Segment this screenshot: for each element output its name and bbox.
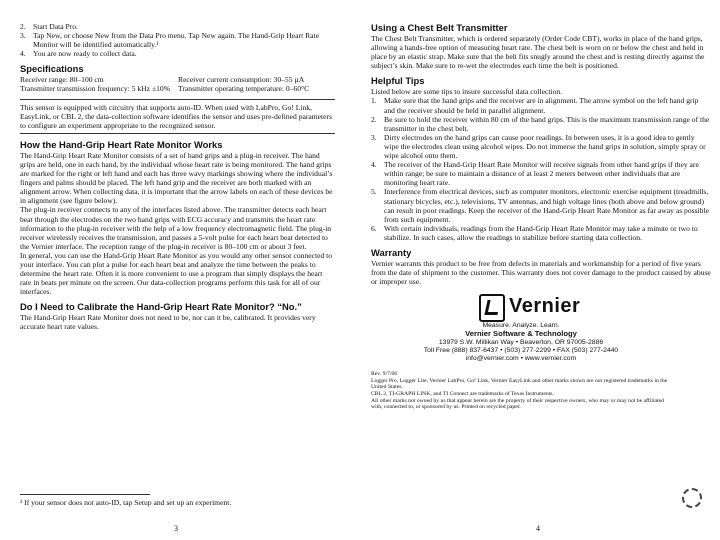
right-column: [371, 22, 711, 411]
auto-id-note: [20, 99, 335, 134]
spec-cell: Transmitter transmission frequency: 5 kHz ±10%: [20, 84, 171, 94]
page-right: [360, 0, 720, 540]
tip-number: 2.: [371, 114, 377, 124]
paragraph: The plug-in receiver connects to any of the interfaces listed above. The transmitter detects each heart beat through the electrodes on the two hand grips with ECG accuracy and transmits the heart rate information to the plug-in receiver with the help of a low frequency electromagnetic field. The plug-in receiver wirelessly receives the transmission, and passes a 5-volt pulse for each heart beat detected to the Vernier interface. The reception range of the plug-in receiver is 80–100 cm or about 3 feet.: [20, 205, 332, 251]
list-item: [371, 115, 711, 133]
revision-date: Rev. 9/7/06: [371, 371, 398, 378]
company-contact: [331, 322, 711, 363]
vernier-logo: [479, 292, 599, 322]
left-column: [20, 22, 335, 332]
how-it-works-heading: How the Hand-Grip Heart Rate Monitor Works: [20, 138, 223, 150]
list-item: [371, 133, 711, 160]
setup-steps: [20, 22, 335, 58]
tip-number: 3.: [371, 132, 377, 142]
company-phone: Toll Free (888) 837-6437 • (503) 277-2299 • FAX (503) 277-2440: [423, 346, 619, 354]
footnote-rule: [20, 494, 150, 495]
company-web: info@vernier.com • www.vernier.com: [465, 355, 577, 363]
list-item: [20, 49, 335, 58]
paragraph: Vernier warrants this product to be free from defects in materials and workmanship for a period of five years from the date of shipment to the customer. This warranty does not cover damage to the product caused by abuse or improper use.: [371, 258, 711, 287]
vernier-logo-icon: [479, 294, 505, 322]
warranty-heading: Warranty: [371, 246, 412, 258]
logo-wordmark: Vernier: [509, 295, 581, 318]
specifications-table: [20, 75, 335, 93]
step-text: You are now ready to collect data.: [33, 49, 137, 59]
tip-number: 5.: [371, 187, 377, 197]
list-item: [20, 31, 335, 49]
tip-text: With certain individuals, readings from the Hand-Grip Heart Rate Monitor may take a minute or two to stabilize. In such cases, allow the readings to stabilize before starting data collection.: [384, 223, 698, 242]
legal-notes: [371, 371, 671, 411]
company-address: 13979 S.W. Millikan Way • Beaverton, OR 97005-2886: [438, 338, 604, 346]
tip-text: Interference from electrical devices, such as computer monitors, electronic exercise equipment (treadmills, stationary bicycles, etc.), televisions, TV antennas, and high voltage lines (both above and below ground) can result in poor readings. Keep the receiver of the Hand-Grip Heart Rate Monitor as far away as possible from such equipment.: [384, 187, 709, 224]
step-number: 2.: [20, 22, 26, 31]
company-name: Vernier Software & Technology: [465, 329, 577, 339]
page-number: 3: [174, 524, 178, 533]
specifications-heading: Specifications: [20, 63, 84, 75]
spec-cell: Receiver current consumption: 30–55 µA: [178, 75, 305, 85]
page-number: 4: [536, 524, 540, 533]
footnote: ¹ If your sensor does not auto-ID, tap Setup and set up an experiment.: [20, 498, 232, 507]
legal-line: Logger Pro, Logger Lite, Vernier LabPro, Go! Link, Vernier EasyLink and other marks shown are our registered trademarks in the United States.: [371, 377, 668, 391]
tip-number: 6.: [371, 223, 377, 233]
tip-text: Dirty electrodes on the hand grips can cause poor readings. In between uses, it is a good idea to gently wipe the electrodes clean using alcohol wipes. Do not immerse the hand grips in solution, simply spray or wipe alcohol onto them.: [384, 132, 706, 161]
tips-list: [371, 96, 711, 242]
paragraph: In general, you can use the Hand-Grip Heart Rate Monitor as you would any other sensor connected to your interface. You can plot a pulse for each heart beat and analyze the time between the peaks to determine the heart rate. Often it is more convenient to use a program that simply displays the heart rate in beats per minute on the screen. Our data-collection programs perform this task for all of our interfaces.: [20, 250, 333, 297]
list-item: [371, 96, 711, 114]
list-item: [371, 160, 711, 187]
tip-number: 4.: [371, 160, 377, 170]
paragraph: The Hand-Grip Heart Rate Monitor does not need to be, nor can it be, calibrated. It provides very accurate heart rate values.: [20, 313, 316, 332]
paragraph: The Chest Belt Transmitter, which is ordered separately (Order Code CBT), works in place of the hand grips, allowing a hands-free option of measuring heart rate. The chest belt is worn on or below the chest and held in place by an elastic strap. Make sure that the belt fits snugly around the chest and is resting directly against the subject’s skin. Make sure to re-wet the electrodes each time the belt is positioned.: [371, 34, 705, 71]
step-number: 4.: [20, 49, 26, 59]
tip-text: Be sure to hold the receiver within 80 cm of the hand grips. This is the maximum transmission range of the transmitter in the chest belt.: [384, 114, 710, 133]
step-text: Start Data Pro.: [33, 22, 78, 31]
legal-line: All other marks not owned by us that appear herein are the property of their respective owners, who may or may not be affiliated with, connected to, or sponsored by us. Printed on recycled paper.: [371, 397, 665, 411]
recycle-icon: [682, 488, 702, 508]
spec-cell: Transmitter operating temperature: 0–60°C: [178, 84, 310, 94]
paragraph: The Hand-Grip Heart Rate Monitor consists of a set of hand grips and a plug-in receiver. The hand grips are held, one in each hand, by the individual whose heart rate is being monitored. The hand grips are marked for the right or left hand and each has three wavy markings showing where the individual’s fingers and palms should be placed. The left hand grip and the receiver are both marked with an alignment arrow. When collecting data, it is important that the arrow labels on each of these devices be in alignment (see figure below).: [20, 150, 333, 206]
helpful-tips-heading: Helpful Tips: [371, 75, 425, 87]
step-text: Tap New, or choose New from the Data Pro menu. Tap New again. The Hand-Grip Heart Rate Monitor will be identified automatically.¹: [33, 31, 319, 50]
legal-line: CBL 2, TI-GRAPH LINK, and TI Connect are trademarks of Texas Instruments.: [371, 391, 554, 398]
auto-id-note-text: This sensor is equipped with circuitry that supports auto-ID. When used with LabPro, Go! Link, EasyLink, or CBL 2, the data-collection software identifies the sensor and uses pre-defined parameters to configure an experiment appropriate to the recognized sensor.: [20, 102, 333, 130]
step-number: 3.: [20, 31, 26, 41]
paragraph: Listed below are some tips to insure successful data collection.: [371, 87, 563, 97]
list-item: [20, 22, 335, 31]
list-item: [371, 187, 711, 223]
list-item: [371, 224, 711, 242]
calibrate-heading: Do I Need to Calibrate the Hand-Grip Heart Rate Monitor? “No.”: [20, 301, 302, 313]
tip-number: 1.: [371, 96, 377, 106]
spec-cell: Receiver range: 80–100 cm: [20, 75, 104, 85]
chest-belt-heading: Using a Chest Belt Transmitter: [371, 22, 508, 33]
tip-text: The receiver of the Hand-Grip Heart Rate Monitor will receive signals from other hand grips if they are within range; be sure to maintain a distance of at least 2 meters between other individuals that are monitoring heart rate.: [384, 160, 699, 188]
tagline: Measure. Analyze. Learn.: [482, 322, 560, 330]
tip-text: Make sure that the hand grips and the receiver are in alignment. The arrow symbol on the left hand grip and the receiver should be held in parallel alignment.: [384, 96, 699, 115]
